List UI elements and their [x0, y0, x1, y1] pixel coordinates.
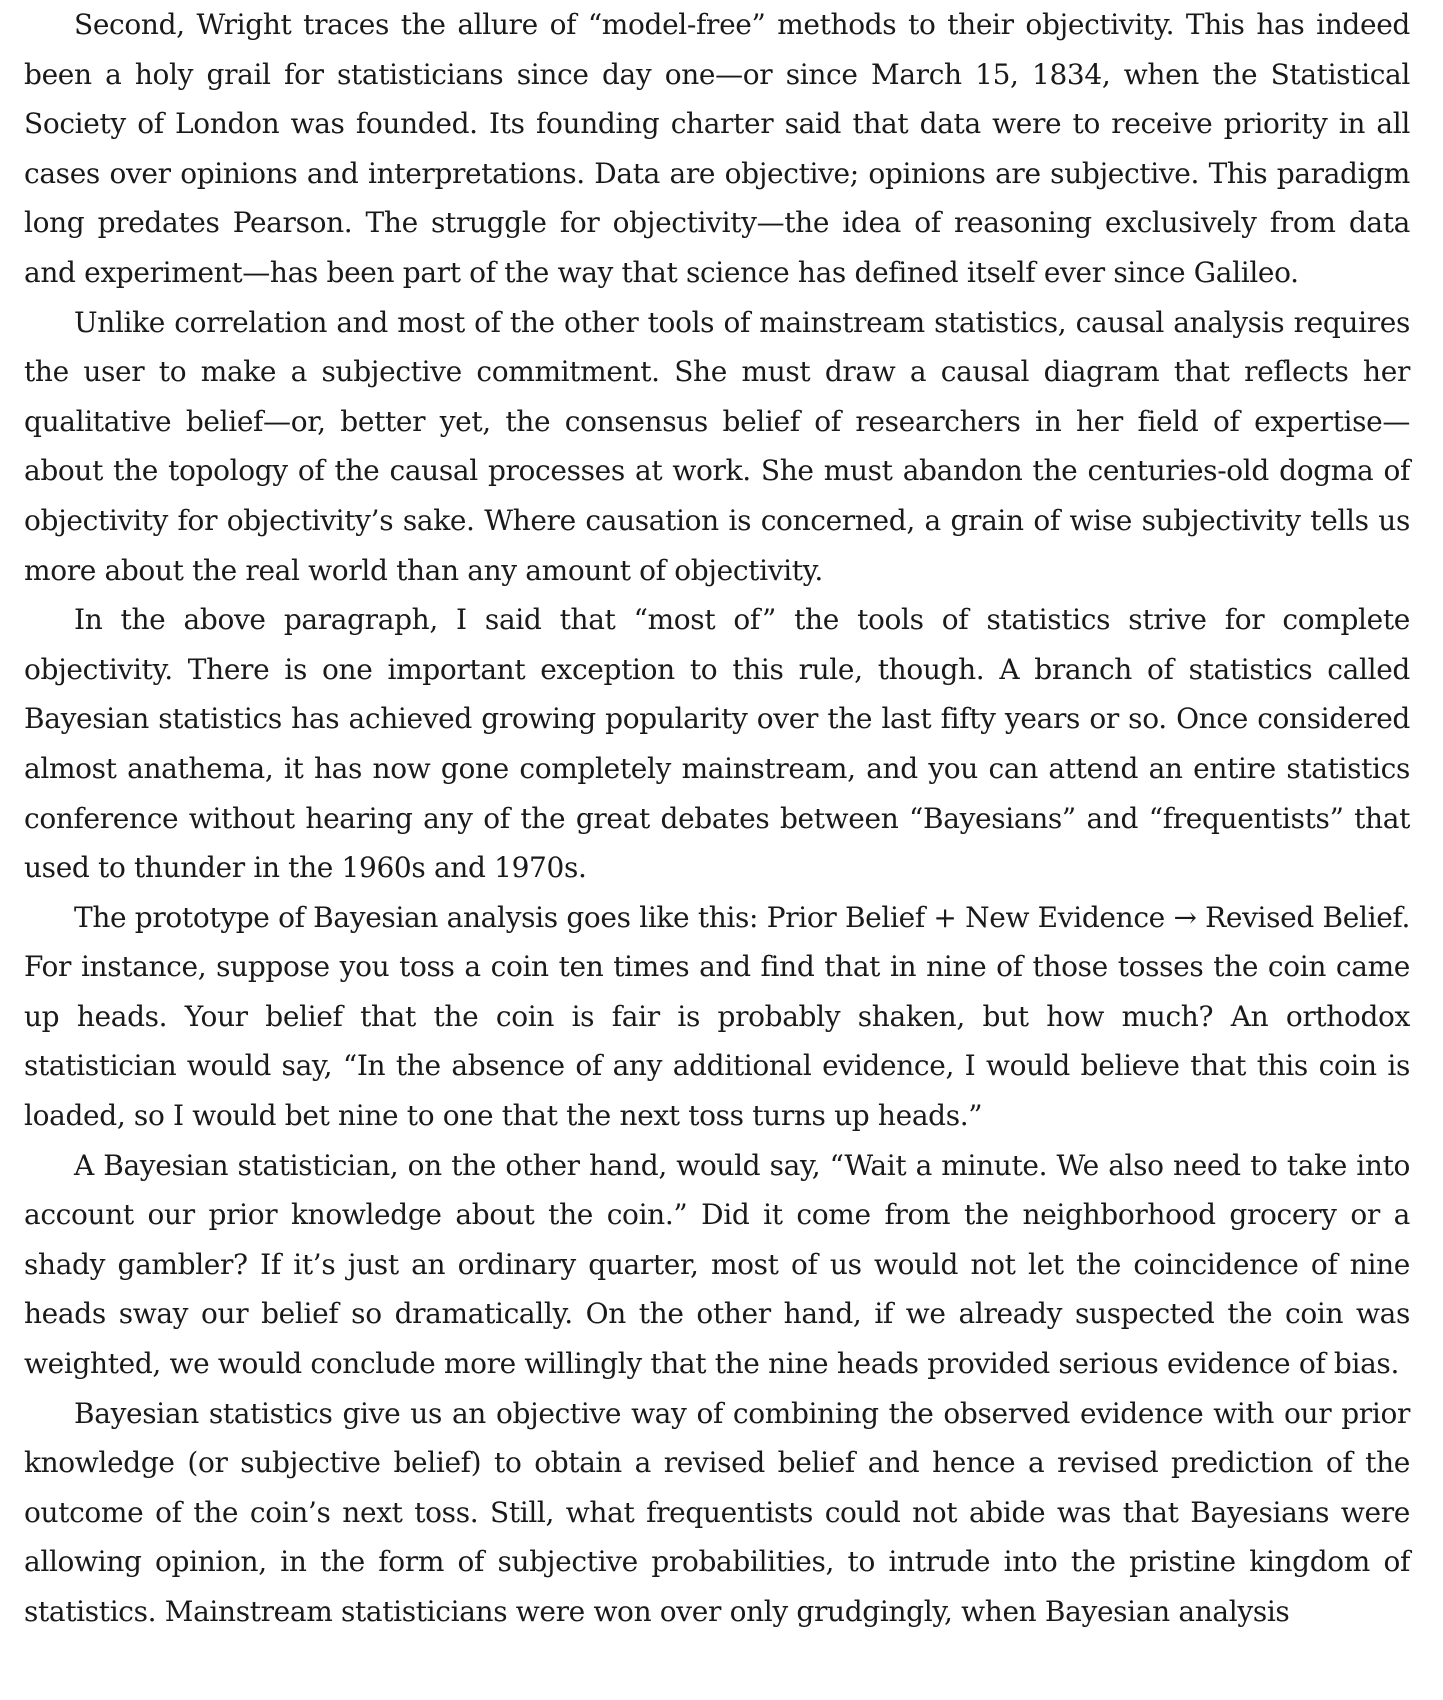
paragraph-1: Second, Wright traces the allure of “model-free” methods to their objectivity. This has indeed been a holy grail for statisticians since day one—or since March 15, 1834, when the Statistical Society of London was founded. Its founding charter said that data were to receive priority in all cases over opinions and interpretations. Data are objective; opinions are subjective. This paradigm long predates Pearson. The struggle for objectivity—the idea of reasoning exclusively from data and experiment—has been part of the way that science has defined itself ever since Galileo.	[24, 8, 1410, 289]
paragraph-4: The prototype of Bayesian analysis goes like this: Prior Belief + New Evidence → Revised Belief. For instance, suppose you toss a coin ten times and find that in nine of those tosses the coin came up heads. Your belief that the coin is fair is probably shaken, but how much? An orthodox statistician would say, “In the absence of any additional evidence, I would believe that this coin is loaded, so I would bet nine to one that the next toss turns up heads.”	[24, 900, 1410, 1133]
paragraph-3: In the above paragraph, I said that “most of” the tools of statistics strive for complete objectivity. There is one important exception to this rule, though. A branch of statistics called Bayesian statistics has achieved growing popularity over the last fifty years or so. Once considered almost anathema, it has now gone completely mainstream, and you can attend an entire statistics conference without hearing any of the great debates between “Bayesians” and “frequentists” that used to thunder in the 1960s and 1970s.	[24, 603, 1410, 885]
paragraph-6: Bayesian statistics give us an objective way of combining the observed evidence with our prior knowledge (or subjective belief) to obtain a revised belief and hence a revised prediction of the outcome of the coin’s next toss. Still, what frequentists could not abide was that Bayesians were allowing opinion, in the form of subjective probabilities, to intrude into the pristine kingdom of statistics. Mainstream statisticians were won over only grudgingly, when Bayesian analysis	[24, 1396, 1410, 1628]
page-text	[24, 0, 1410, 1637]
paragraph-5: A Bayesian statistician, on the other hand, would say, “Wait a minute. We also need to take into account our prior knowledge about the coin.” Did it come from the neighborhood grocery or a shady gambler? If it’s just an ordinary quarter, most of us would not let the coincidence of nine heads sway our belief so dramatically. On the other hand, if we already suspected the coin was weighted, we would conclude more willingly that the nine heads provided serious evidence of bias.	[24, 1148, 1410, 1381]
paragraph-2: Unlike correlation and most of the other tools of mainstream statistics, causal analysis requires the user to make a subjective commitment. She must draw a causal diagram that reflects her qualitative belief—or, better yet, the consensus belief of researchers in her field of expertise—about the topology of the causal processes at work. She must abandon the centuries-old dogma of objectivity for objectivity’s sake. Where causation is concerned, a grain of wise subjectivity tells us more about the real world than any amount of objectivity.	[24, 305, 1410, 587]
